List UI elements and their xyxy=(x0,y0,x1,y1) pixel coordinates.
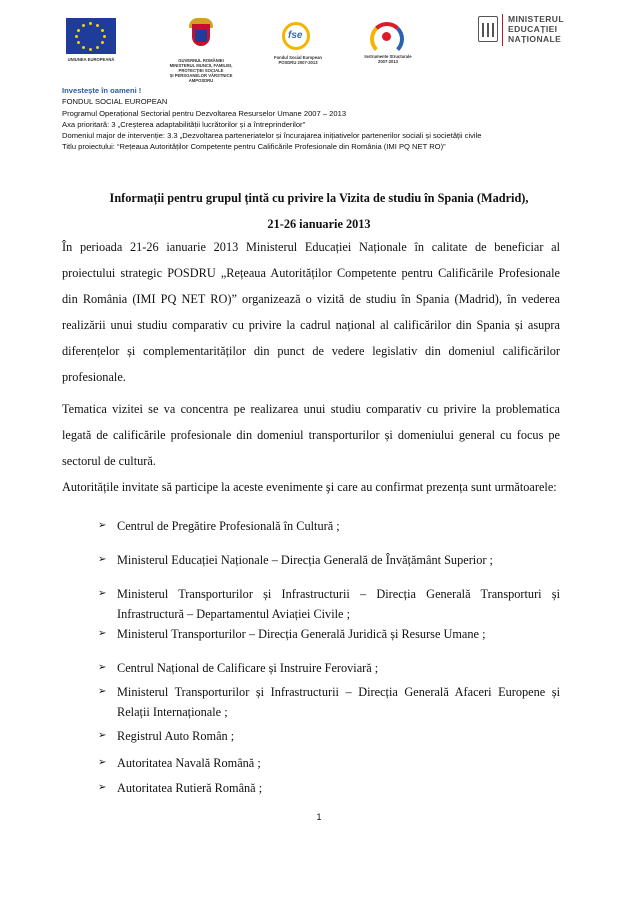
eu-logo xyxy=(60,14,122,62)
eu-flag-icon xyxy=(66,18,116,54)
list-item-text: Centrul Național de Calificare și Instruire Feroviară ; xyxy=(117,661,379,675)
list-item xyxy=(98,682,560,722)
structural-instruments-logo xyxy=(350,14,426,64)
header-line-3: Axa prioritară: 3 „Creșterea adaptabilității lucrătorilor și a întreprinderilor” xyxy=(62,119,306,129)
ministry-name xyxy=(508,14,564,44)
arrow-bullet-icon: ➢ xyxy=(98,520,107,531)
document-title xyxy=(72,185,566,237)
header-line-5: Titlu proiectului: “Rețeaua Autorităților Competente pentru Calificările Profesionale din România (IMI PQ NET RO)” xyxy=(62,142,446,152)
arrow-bullet-icon: ➢ xyxy=(98,757,107,768)
arrow-bullet-icon: ➢ xyxy=(98,588,107,599)
list-item xyxy=(98,584,560,624)
paragraph-theme: Tematica vizitei se va concentra pe realizarea unui studiu comparativ cu privire la problematica legată de calificările profesionale din domeniul transporturilor și domeniului general cu focus pe sectorul de cultură. xyxy=(62,402,560,468)
header-line-2: Programul Operațional Sectorial pentru Dezvoltarea Resurselor Umane 2007 – 2013 xyxy=(62,108,347,118)
arrow-bullet-icon: ➢ xyxy=(98,628,107,639)
arrow-bullet-icon: ➢ xyxy=(98,782,107,793)
list-item xyxy=(98,726,560,746)
is-caption-2: 2007-2013 xyxy=(377,59,399,64)
list-item-text: Centrul de Pregătire Profesională în Cultură ; xyxy=(117,519,340,533)
list-item xyxy=(98,516,560,536)
list-item xyxy=(98,658,560,678)
list-item-text: Ministerul Transporturilor și Infrastructurii – Direcția Generală Transporturi și Infrastructură – Departamentul Aviației Civile ; xyxy=(117,587,560,621)
header-line-1: FONDUL SOCIAL EUROPEAN xyxy=(62,97,168,107)
ministry-line-2: EDUCAȚIEI xyxy=(508,24,558,34)
list-item-text: Autoritatea Navală Română ; xyxy=(117,756,261,770)
logo-banner xyxy=(60,14,580,84)
ministry-divider xyxy=(502,14,503,46)
list-item-text: Autoritatea Rutieră Română ; xyxy=(117,781,263,795)
list-item-text: Ministerul Educației Naționale – Direcția Generală de Învățământ Superior ; xyxy=(117,553,493,567)
list-item-text: Ministerul Transporturilor – Direcția Generală Juridică și Resurse Umane ; xyxy=(117,627,486,641)
list-item-text: Registrul Auto Român ; xyxy=(117,729,235,743)
list-item xyxy=(98,753,560,773)
list-item xyxy=(98,550,560,570)
list-item xyxy=(98,778,560,798)
ministry-building-icon xyxy=(478,16,498,42)
arrow-bullet-icon: ➢ xyxy=(98,662,107,673)
gov-caption-2: MINISTERUL MUNCII, FAMILIEI, xyxy=(169,63,233,68)
paragraph-authorities: Autoritățile invitate să participe la aceste evenimente şi care au confirmat prezența sunt următoarele: xyxy=(62,480,557,494)
fse-caption-1: Fondul Social European xyxy=(274,55,322,60)
list-item-text: Ministerul Transporturilor și Infrastructurii – Direcția Generală Afaceri Europene și Relații Internaționale ; xyxy=(117,685,560,719)
arrow-bullet-icon: ➢ xyxy=(98,686,107,697)
eu-caption: UNIUNEA EUROPEANĂ xyxy=(67,57,115,62)
page-number: 1 xyxy=(316,812,322,822)
header-line-4: Domeniul major de intervenție: 3.3 „Dezvoltarea parteneriatelor și încurajarea inițiativelor partenerilor sociali și societății civile xyxy=(62,131,482,141)
ministry-line-3: NAȚIONALE xyxy=(508,34,562,44)
list-item xyxy=(98,624,560,644)
fse-caption-2: POSDRU 2007-2013 xyxy=(278,60,318,65)
gov-caption-3: PROTECȚIEI SOCIALE xyxy=(178,68,224,73)
project-header xyxy=(62,85,582,153)
romania-coat-of-arms-icon xyxy=(187,16,215,56)
is-caption-1: Instrumente Structurale xyxy=(364,54,412,59)
gov-caption-1: GUVERNUL ROMÂNIEI xyxy=(178,58,224,63)
ministry-line-1: MINISTERUL xyxy=(508,14,564,24)
government-logo xyxy=(160,14,242,83)
paragraph-intro: În perioada 21-26 ianuarie 2013 Ministerul Educației Naționale în calitate de beneficiar al proiectului strategic POSDRU „Rețeaua Autorităților Competente pentru Calificările Profesionale din România (IMI PQ NET RO)” organizează o vizită de studiu în Spania (Madrid), în vederea realizării unui studiu comparativ cu privire la cadrul național al calificărilor din Spania și asupra diferențelor și complementarităților din punct de vedere legislativ din domeniul calificărilor profesionale. xyxy=(62,240,560,384)
title-line-1: Informații pentru grupul țintă cu privire la Vizita de studiu în Spania (Madrid), xyxy=(109,191,529,205)
fse-emblem-icon: fse xyxy=(278,22,318,52)
gov-caption-4: ȘI PERSOANELOR VÂRSTNICE xyxy=(169,73,233,78)
title-line-2: 21-26 ianuarie 2013 xyxy=(267,217,371,231)
arrow-bullet-icon: ➢ xyxy=(98,554,107,565)
tagline: Investește în oameni ! xyxy=(62,86,142,95)
structural-instruments-emblem-icon xyxy=(368,20,408,50)
arrow-bullet-icon: ➢ xyxy=(98,730,107,741)
gov-caption-5: AMPOSDRU xyxy=(188,78,214,83)
fse-logo xyxy=(265,14,331,65)
